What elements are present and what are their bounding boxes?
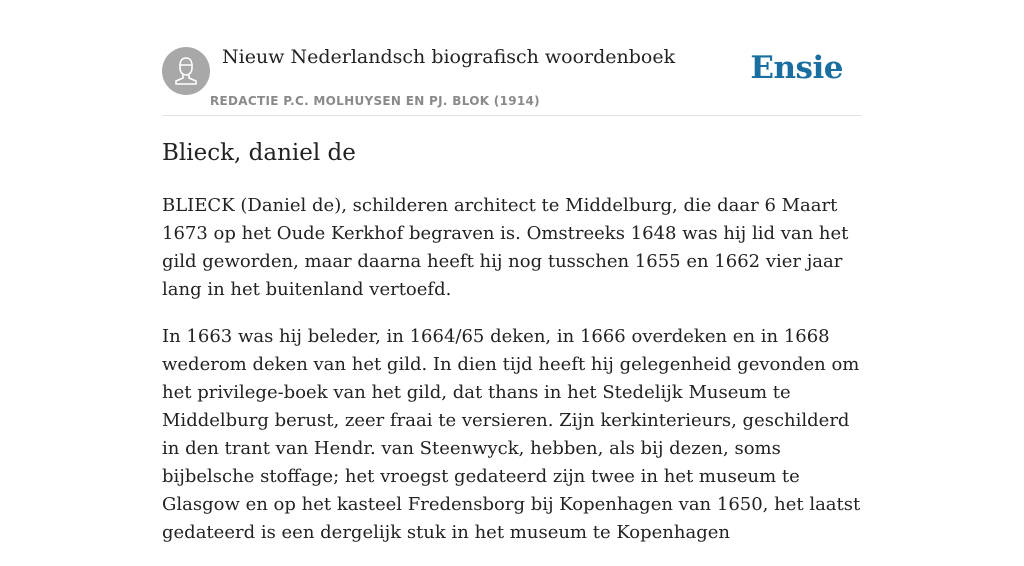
source-header: [162, 0, 862, 116]
ensie-logo[interactable]: Ensie: [750, 50, 843, 86]
source-editors: REDACTIE P.C. MOLHUYSEN EN PJ. BLOK (1914): [210, 94, 540, 108]
source-title[interactable]: Nieuw Nederlandsch biografisch woordenboek: [222, 46, 676, 68]
article-paragraph: BLIECK (Daniel de), schilderen architect te Middelburg, die daar 6 Maart 1673 op het Oude Kerkhof begraven is. Omstreeks 1648 was hij lid van het gild geworden, maar daarna heeft hij nog tusschen 1655 en 1662 vier jaar lang in het buitenland vertoefd.: [162, 195, 849, 300]
article-title: Blieck, daniel de: [162, 140, 356, 166]
page: [162, 0, 862, 543]
avatar: [162, 47, 210, 95]
article-paragraph: In 1663 was hij beleder, in 1664/65 deken, in 1666 overdeken en in 1668 wederom deken van het gild. In dien tijd heeft hij gelegenheid gevonden om het privilege-boek van het gild, dat thans in het Stedelijk Museum te Middelburg berust, zeer fraai te versieren. Zijn kerkinterieurs, geschilderd in den trant van Hendr. van Steenwyck, hebben, als bij dezen, soms bijbelsche stoffage; het vroegst gedateerd zijn twee in het museum te Glasgow en op het kasteel Fredensborg bij Kopenhagen van 1650, het laatst gedateerd is een dergelijk stuk in het museum te Kopenhagen: [162, 326, 861, 543]
user-icon: [162, 47, 210, 95]
article-body: [162, 192, 862, 566]
